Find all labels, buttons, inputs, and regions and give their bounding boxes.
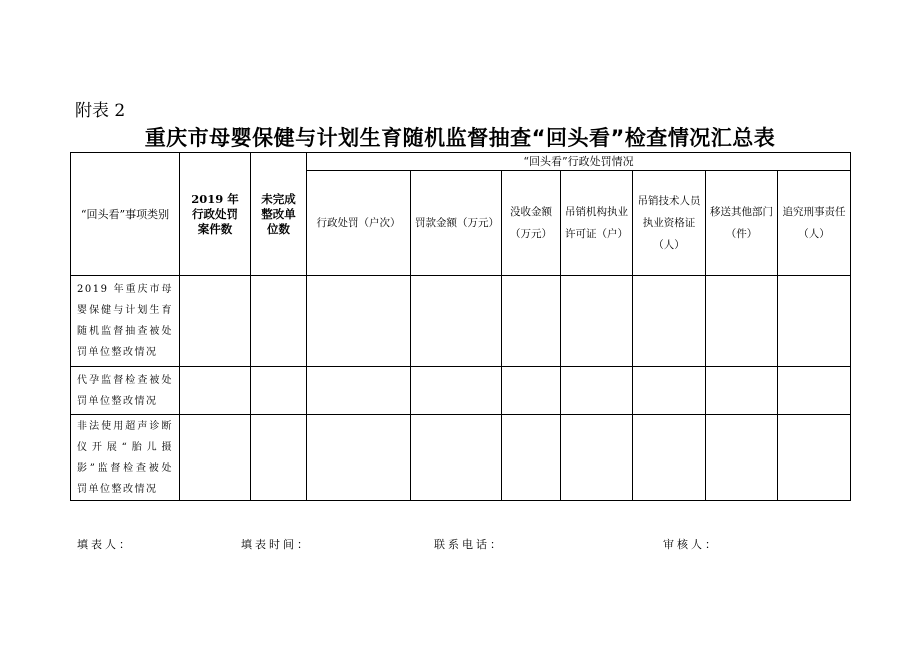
cell [180,276,251,367]
header-cases-2019: 2019 年行政处罚案件数 [180,153,251,276]
header-unfinished: 未完成整改单位数 [251,153,307,276]
header-confiscated-amount: 没收金额（万元） [502,171,561,276]
header-revoke-qualification: 吊销技术人员执业资格证（人） [633,171,706,276]
cell [411,367,502,415]
cell [251,415,307,501]
cell [561,415,633,501]
header-criminal: 追究刑事责任（人） [778,171,851,276]
cell [706,276,778,367]
header-admin-penalty: 行政处罚（户次） [307,171,411,276]
row-label: 2019 年重庆市母婴保健与计划生育随机监督抽查被处罚单位整改情况 [71,276,180,367]
table-title: 重庆市母婴保健与计划生育随机监督抽查“回头看”检查情况汇总表 [144,126,776,150]
header-group-penalty: “回头看”行政处罚情况 [307,153,851,171]
table-row [71,367,851,415]
table-row [71,276,851,367]
cell [502,276,561,367]
cell [778,415,851,501]
header-revoke-license: 吊销机构执业许可证（户） [561,171,633,276]
cell [251,367,307,415]
header-fine-amount: 罚款金额（万元） [411,171,502,276]
cell [411,415,502,501]
cell [307,276,411,367]
cell [180,367,251,415]
cell [251,276,307,367]
cell [307,415,411,501]
cell [561,367,633,415]
footer-reviewer: 审核人： [663,538,719,551]
row-label: 代孕监督检查被处罚单位整改情况 [71,367,180,415]
header-category: “回头看”事项类别 [71,153,180,276]
row-label: 非法使用超声诊断仪开展“胎儿摄影”监督检查被处罚单位整改情况 [71,415,180,501]
annex-label: 附表 2 [75,101,126,121]
cell [307,367,411,415]
header-transfer: 移送其他部门（件） [706,171,778,276]
summary-table [70,152,851,501]
cell [706,367,778,415]
cell [633,276,706,367]
cell [706,415,778,501]
cell [633,415,706,501]
cell [411,276,502,367]
cell [502,367,561,415]
cell [502,415,561,501]
footer-filler: 填表人： [77,538,133,551]
cell [633,367,706,415]
footer-phone: 联系电话： [434,538,504,551]
cell [180,415,251,501]
cell [561,276,633,367]
cell [778,276,851,367]
table-row [71,415,851,501]
footer-fill-time: 填表时间： [241,538,311,551]
cell [778,367,851,415]
